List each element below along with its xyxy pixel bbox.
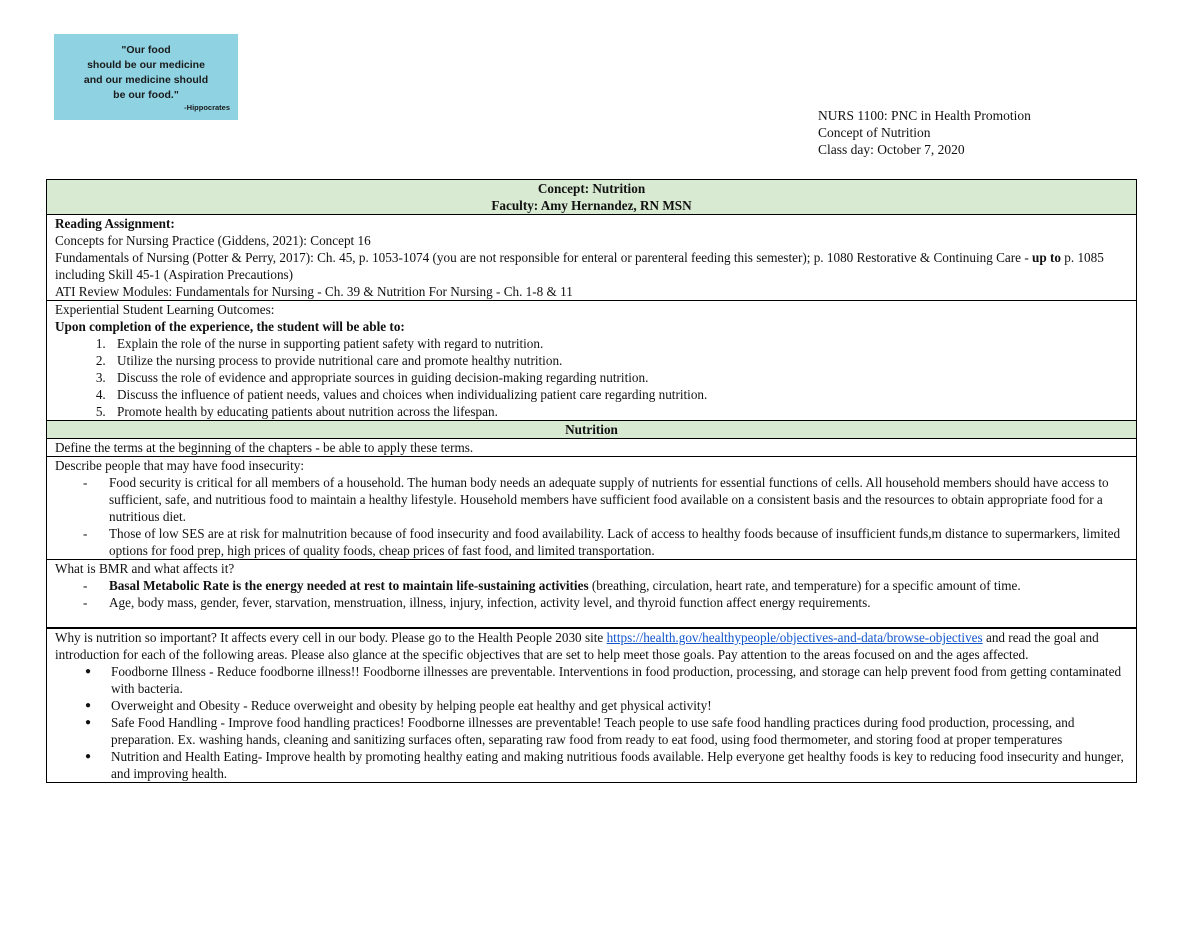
food-insecurity-question: Describe people that may have food insecurity: xyxy=(55,458,305,473)
list-item xyxy=(85,714,1128,748)
list-item-text: Overweight and Obesity - Reduce overweight and obesity by helping people eat healthy and get physical activity! xyxy=(111,698,712,713)
list-item-text: Age, body mass, gender, fever, starvation, menstruation, illness, injury, infection, activity level, and thyroid function affect energy requirements. xyxy=(109,595,871,610)
reading-line-2-emphasis: up to xyxy=(1032,250,1061,265)
importance-row xyxy=(47,627,1136,782)
list-item: 2. Utilize the nursing process to provide nutritional care and promote healthy nutrition. xyxy=(109,352,1128,369)
list-item-text: Nutrition and Health Eating- Improve health by promoting healthy eating and making nutritious foods available. Help everyone get healthy foods is key to reducing food insecurity and hunger, and improving health. xyxy=(111,749,1124,781)
importance-intro-a: Why is nutrition so important? It affects every cell in our body. Please go to the Health People 2030 site xyxy=(55,630,607,645)
reading-line-2 xyxy=(55,249,1128,283)
dash-bullet-icon: - xyxy=(83,475,88,490)
bmr-list xyxy=(55,577,1128,611)
reading-line-3: ATI Review Modules: Fundamentals for Nursing - Ch. 39 & Nutrition For Nursing - Ch. 1-8 & 11 xyxy=(55,284,573,299)
list-item-text: Food security is critical for all members of a household. The human body needs an adequate supply of nutrients for essential functions of cells. All household members should have access to sufficient, safe, and nutritious food to maintain a healthy lifestyle. Household members have sufficient food available on a consistent basis and the resources to obtain appropriate food for a nutritious diet. xyxy=(109,475,1109,524)
reading-assignment-row xyxy=(47,214,1136,300)
dash-bullet-icon: - xyxy=(83,595,88,610)
list-item xyxy=(83,577,1128,594)
course-header xyxy=(818,107,1031,158)
outcomes-list xyxy=(55,335,1128,420)
quote-line-2: should be our medicine xyxy=(87,59,205,71)
list-item xyxy=(85,697,1128,714)
concept-title: Concept: Nutrition xyxy=(537,181,646,196)
bmr-question: What is BMR and what affects it? xyxy=(55,561,235,576)
bmr-row xyxy=(47,559,1136,627)
reading-line-2a: Fundamentals of Nursing (Potter & Perry, 2017): Ch. 45, p. 1053-1074 (you are not responsible for enteral or parenteral feeding this semester); p. 1080 Restorative & Continuing Care - xyxy=(55,250,1033,265)
table-title-row xyxy=(47,180,1136,214)
list-item xyxy=(83,594,1128,611)
dash-bullet-icon: - xyxy=(83,578,88,593)
bullet-icon: ● xyxy=(85,666,92,677)
list-item xyxy=(85,748,1128,782)
section-title: Nutrition xyxy=(565,422,618,437)
reading-line-2c: p. 1085 including Skill 45-1 (Aspiration Precautions) xyxy=(55,250,1104,282)
list-item: 3. Discuss the role of evidence and appropriate sources in guiding decision-making regarding nutrition. xyxy=(109,369,1128,386)
list-item xyxy=(83,525,1128,559)
list-item: 1. Explain the role of the nurse in supporting patient safety with regard to nutrition. xyxy=(109,335,1128,352)
reading-line-1: Concepts for Nursing Practice (Giddens, 2021): Concept 16 xyxy=(55,233,371,248)
nutrition-section-row xyxy=(47,420,1136,438)
importance-intro-b: and read the goal and introduction for each of the following areas. Please also glance at the specific objectives that are set to help meet those goals. Pay attention to the areas focused on and the ages affected. xyxy=(55,630,1099,662)
define-terms-row xyxy=(47,438,1136,456)
quote-line-1: "Our food xyxy=(121,44,171,56)
quote-line-4: be our food." xyxy=(113,89,179,101)
outcomes-subheading: Upon completion of the experience, the student will be able to: xyxy=(55,319,405,334)
quote-attribution: -Hippocrates xyxy=(184,103,230,112)
course-name: NURS 1100: PNC in Health Promotion xyxy=(818,108,1031,123)
define-terms-text: Define the terms at the beginning of the chapters - be able to apply these terms. xyxy=(55,440,474,455)
quote-line-3: and our medicine should xyxy=(83,74,209,86)
reading-heading: Reading Assignment: xyxy=(55,216,175,231)
list-item-text: Those of low SES are at risk for malnutrition because of food insecurity and food availability. Lack of access to healthy foods because of insufficient funds,m distance to supermarkers, limited options for food prep, high prices of quality foods, cheap prices of fast food, and limited transportation. xyxy=(109,526,1121,558)
outcomes-heading: Experiential Student Learning Outcomes: xyxy=(55,302,275,317)
bullet-icon: ● xyxy=(85,751,92,762)
food-insecurity-list xyxy=(55,474,1128,559)
food-insecurity-row xyxy=(47,456,1136,559)
list-item-text: Safe Food Handling - Improve food handling practices! Foodborne illnesses are preventable! Teach people to use safe food handling practices during food production, processing, and preparation. Ex. washing hands, cleaning and sanitizing surfaces often, separating raw food from ready to eat food, using food thermometer, and storing food at proper temperatures xyxy=(111,715,1075,747)
learning-outcomes-row xyxy=(47,300,1136,420)
list-item xyxy=(83,474,1128,525)
bmr-definition: Basal Metabolic Rate is the energy needed at rest to maintain life-sustaining activities xyxy=(109,578,589,593)
dash-bullet-icon: - xyxy=(83,526,88,541)
list-item: 4. Discuss the influence of patient needs, values and choices when individualizing patient care regarding nutrition. xyxy=(109,386,1128,403)
hippocrates-quote-image xyxy=(54,34,238,120)
class-day: Class day: October 7, 2020 xyxy=(818,142,965,157)
healthy-people-link[interactable]: https://health.gov/healthypeople/objectives-and-data/browse-objectives xyxy=(606,630,983,645)
bmr-definition-rest: (breathing, circulation, heart rate, and temperature) for a specific amount of time. xyxy=(588,578,1021,593)
bullet-icon: ● xyxy=(85,700,92,711)
importance-list xyxy=(55,663,1128,782)
list-item xyxy=(85,663,1128,697)
concept-table xyxy=(46,179,1137,783)
bullet-icon: ● xyxy=(85,717,92,728)
list-item-text: Foodborne Illness - Reduce foodborne illness!! Foodborne illnesses are preventable. Interventions in food production, processing, and storage can help prevent food from getting contaminated with bacteria. xyxy=(111,664,1122,696)
list-item: 5. Promote health by educating patients about nutrition across the lifespan. xyxy=(109,403,1128,420)
importance-intro xyxy=(55,629,1128,663)
faculty-name: Faculty: Amy Hernandez, RN MSN xyxy=(491,198,692,213)
concept-name: Concept of Nutrition xyxy=(818,125,931,140)
